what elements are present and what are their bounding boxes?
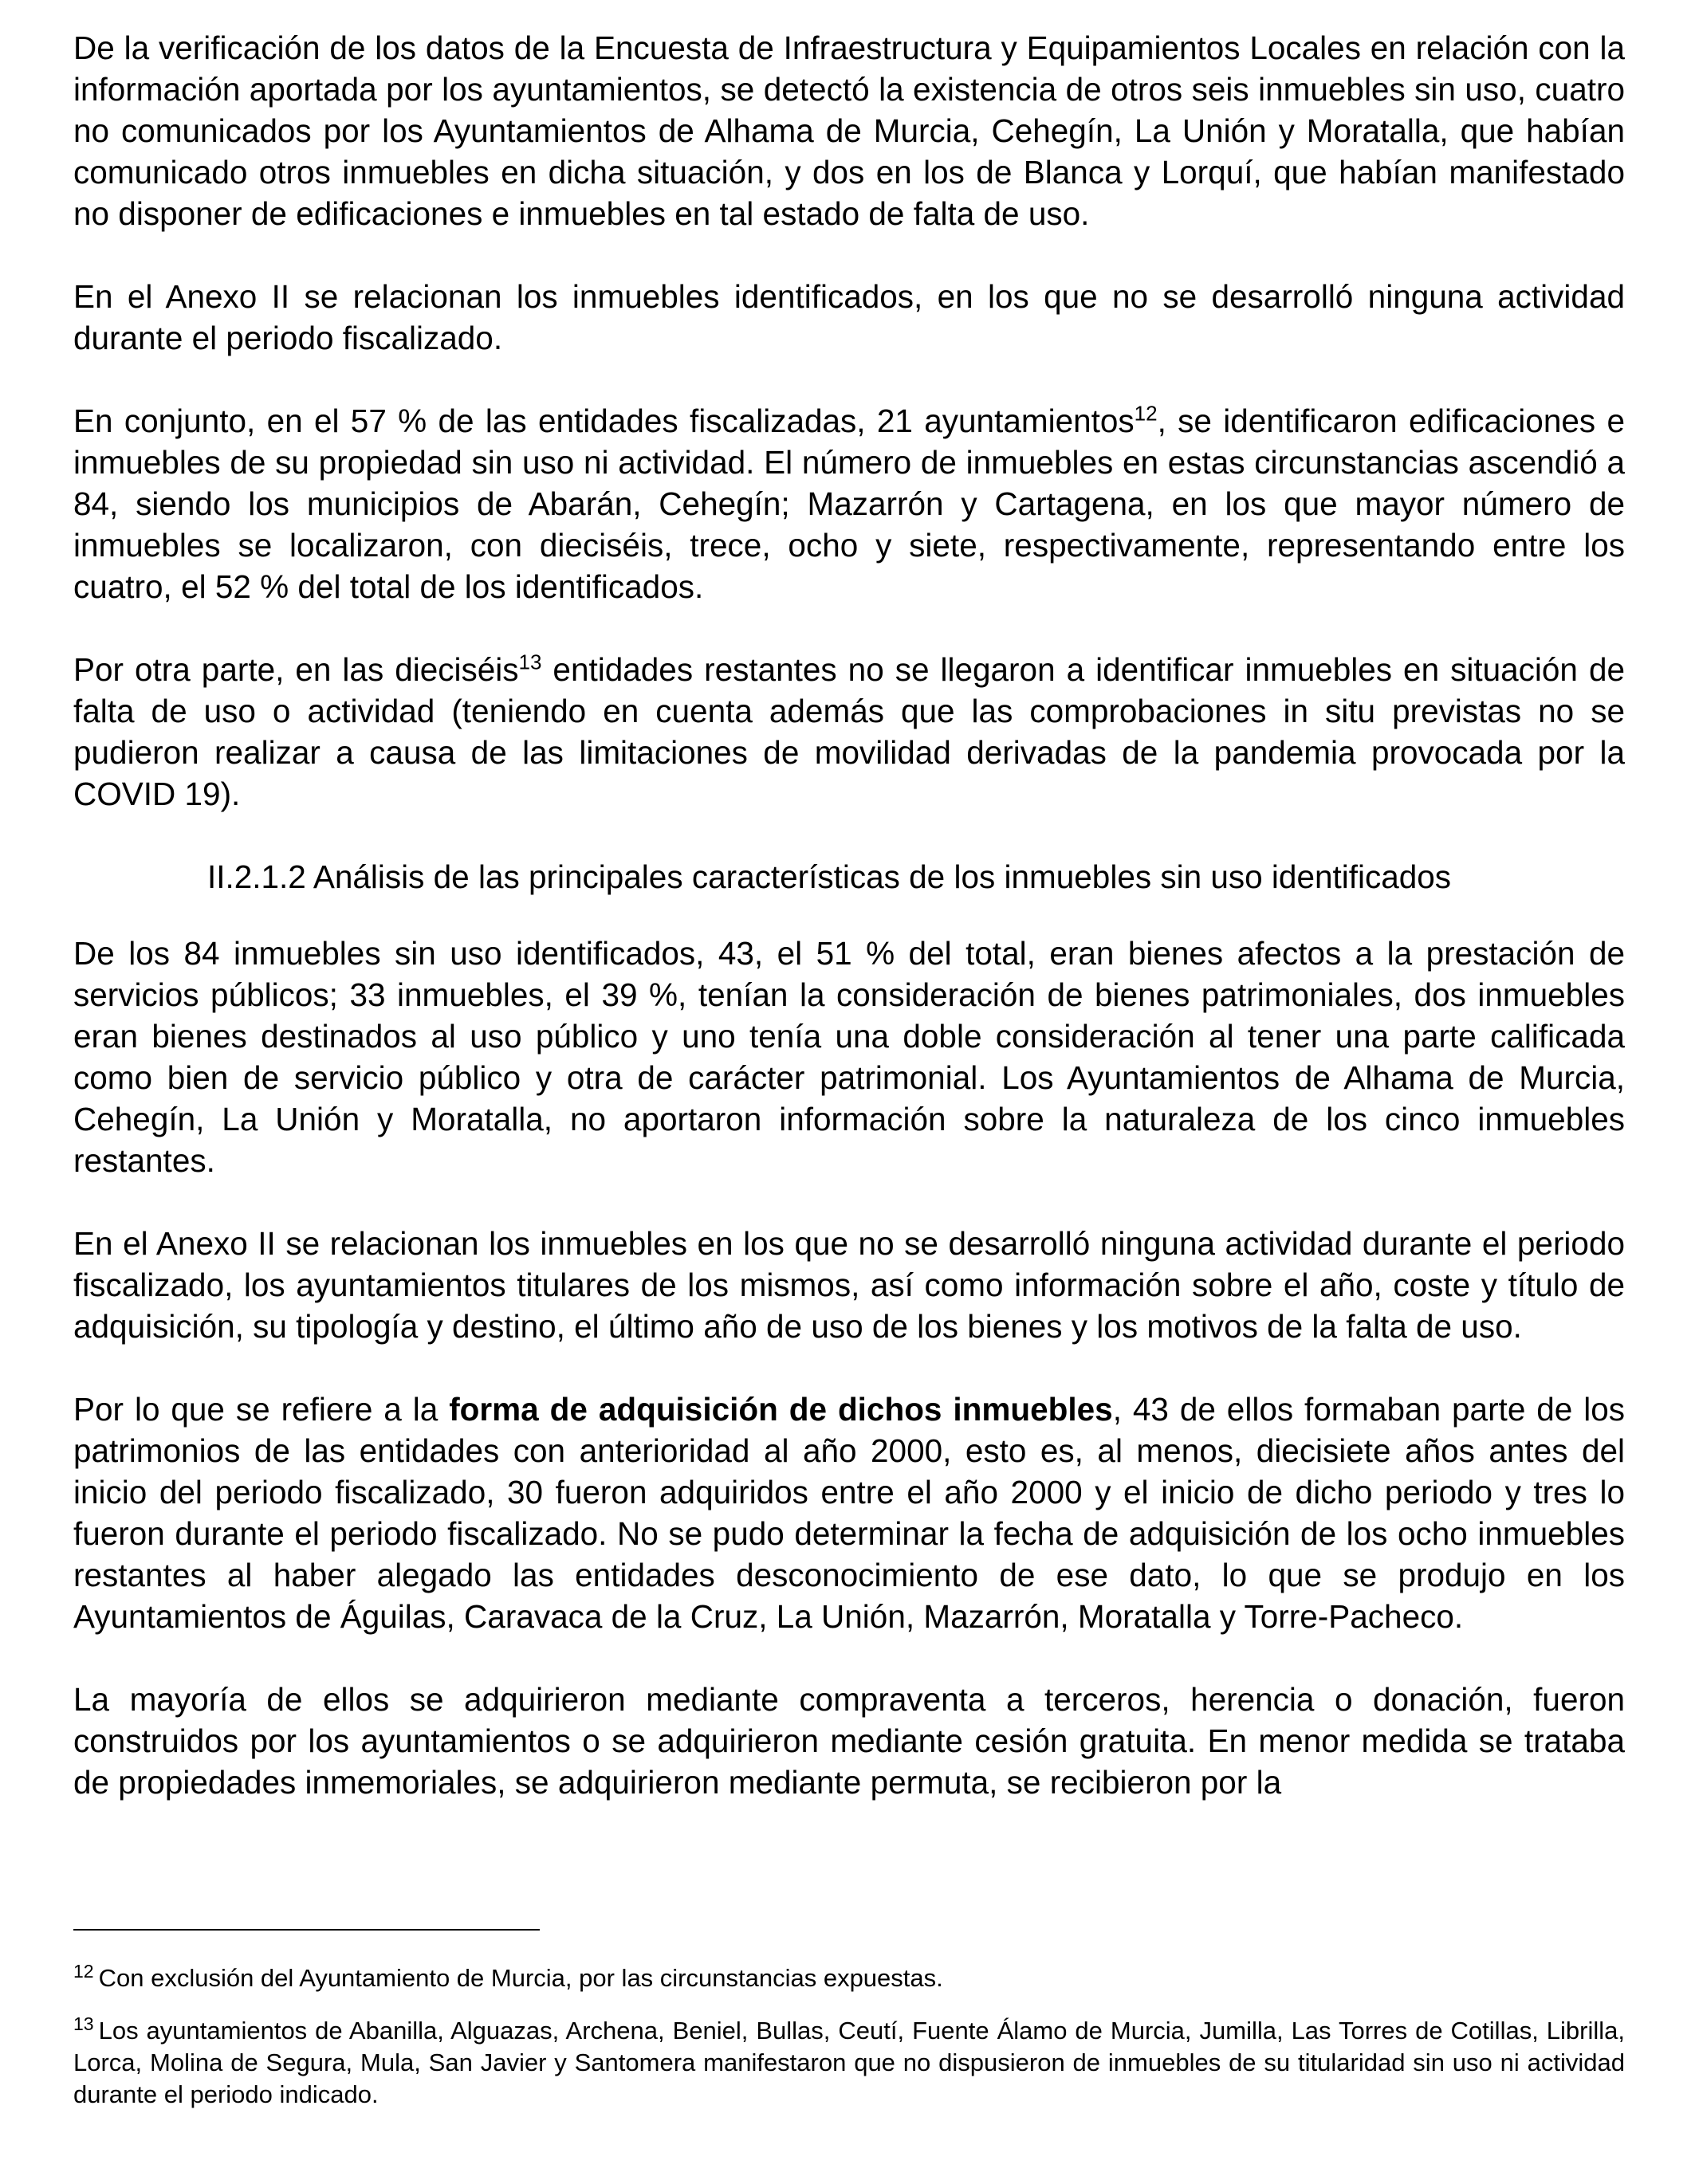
footnote-12	[73, 1962, 1625, 1994]
paragraph-mayoria: La mayoría de ellos se adquirieron mediante compraventa a terceros, herencia o donación, fueron construidos por los ayuntamientos o se adquirieron mediante cesión gratuita. En menor medida se trataba de propiedades inmemoriales, se adquirieron mediante permuta, se recibieron por la	[73, 1681, 1625, 1801]
paragraph-anexo-ii: En el Anexo II se relacionan los inmuebles identificados, en los que no se desarrolló ninguna actividad durante el periodo fiscalizado.	[73, 278, 1625, 356]
paragraph-forma-bold: forma de adquisición de dichos inmuebles	[449, 1391, 1113, 1428]
footnote-separator	[73, 1929, 540, 1931]
paragraph-verificacion: De la verificación de los datos de la Encuesta de Infraestructura y Equipamientos Locales en relación con la información aportada por los ayuntamientos, se detectó la existencia de otros seis inmuebles sin uso, cuatro no comunicados por los Ayuntamientos de Alhama de Murcia, Cehegín, La Unión y Moratalla, que habían comunicado otros inmuebles en dicha situación, y dos en los de Blanca y Lorquí, que habían manifestado no disponer de edificaciones e inmuebles en tal estado de falta de uso.	[73, 29, 1625, 232]
paragraph-otra-parte-text-a: Por otra parte, en las dieciséis	[73, 651, 519, 688]
paragraph-forma-adquisicion	[73, 1389, 1625, 1637]
footnote-13	[73, 2015, 1625, 2111]
document-body	[73, 27, 1625, 1844]
footnotes	[73, 1929, 1625, 2131]
footnote-13-number: 13	[73, 2013, 94, 2034]
footnote-ref-13[interactable]: 13	[518, 650, 542, 674]
footnote-ref-12[interactable]: 12	[1134, 401, 1158, 426]
paragraph-forma-text-b: , 43 de ellos formaban parte de los patrimonios de las entidades con anterioridad al año 2000, esto es, al menos, diecisiete años antes del inicio del periodo fiscalizado, 30 fueron adquiridos entre el año 2000 y el inicio de dicho periodo y tres lo fueron durante el periodo fiscalizado. No se pudo determinar la fecha de adquisición de los ocho inmuebles restantes al haber alegado las entidades desconocimiento de ese dato, lo que se produjo en los Ayuntamientos de Águilas, Caravaca de la Cruz, La Unión, Mazarrón, Moratalla y Torre-Pacheco.	[73, 1391, 1625, 1635]
paragraph-conjunto-text-a: En conjunto, en el 57 % de las entidades fiscalizadas, 21 ayuntamientos	[73, 403, 1135, 439]
footnote-12-text: Con exclusión del Ayuntamiento de Murcia, por las circunstancias expuestas.	[98, 1964, 943, 1992]
paragraph-anexo-detalle: En el Anexo II se relacionan los inmuebles en los que no se desarrolló ninguna actividad durante el periodo fiscalizado, los ayuntamientos titulares de los mismos, así como información sobre el año, coste y título de adquisición, su tipología y destino, el último año de uso de los bienes y los motivos de la falta de uso.	[73, 1225, 1625, 1345]
paragraph-conjunto	[73, 400, 1625, 607]
paragraph-otra-parte-text-b: entidades restantes no se llegaron a identificar inmuebles en situación de falta de uso o actividad (teniendo en cuenta además que las comprobaciones in situ previstas no se pudieron realizar a causa de las limitaciones de movilidad derivadas de la pandemia provocada por la COVID 19).	[73, 651, 1625, 812]
section-subheading: II.2.1.2 Análisis de las principales características de los inmuebles sin uso identificados	[207, 858, 1452, 895]
paragraph-forma-text-a: Por lo que se refiere a la	[73, 1391, 450, 1428]
paragraph-otra-parte	[73, 649, 1625, 815]
paragraph-caracteristicas: De los 84 inmuebles sin uso identificados, 43, el 51 % del total, eran bienes afectos a la prestación de servicios públicos; 33 inmuebles, el 39 %, tenían la consideración de bienes patrimoniales, dos inmuebles eran bienes destinados al uso público y uno tenía una doble consideración al tener una parte calificada como bien de servicio público y otra de carácter patrimonial. Los Ayuntamientos de Alhama de Murcia, Cehegín, La Unión y Moratalla, no aportaron información sobre la naturaleza de los cinco inmuebles restantes.	[73, 935, 1625, 1179]
footnote-13-text: Los ayuntamientos de Abanilla, Alguazas, Archena, Beniel, Bullas, Ceutí, Fuente Álamo de Murcia, Jumilla, Las Torres de Cotillas, Librilla, Lorca, Molina de Segura, Mula, San Javier y Santomera manifestaron que no dispusieron de inmuebles de su titularidad sin uso ni actividad durante el periodo indicado.	[73, 2017, 1625, 2108]
paragraph-conjunto-text-b: , se identificaron edificaciones e inmuebles de su propiedad sin uso ni actividad. El número de inmuebles en estas circunstancias ascendió a 84, siendo los municipios de Abarán, Cehegín; Mazarrón y Cartagena, en los que mayor número de inmuebles se localizaron, con dieciséis, trece, ocho y siete, respectivamente, representando entre los cuatro, el 52 % del total de los identificados.	[73, 403, 1625, 605]
footnote-12-number: 12	[73, 1960, 94, 1982]
